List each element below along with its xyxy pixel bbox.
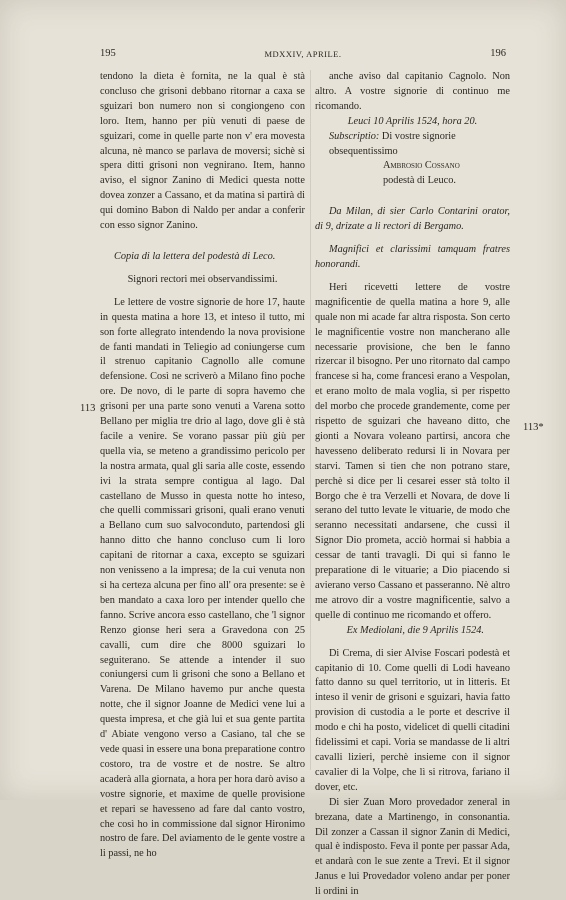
- subscription-line-2: podestà di Leuco.: [383, 175, 456, 187]
- letter-salutation: Signori rectori mei observandissimi.: [127, 273, 278, 285]
- left-column: [100, 70, 305, 862]
- place-date-mediolani: Ex Mediolani, die 9 Aprilis 1524.: [346, 624, 484, 636]
- letter-continuation: anche aviso dal capitanio Cagnolo. Non altro. A vostre signorie di continuo me ricomando.: [315, 71, 510, 112]
- heading-milan: Da Milan, di sier Carlo Contarini orator, di 9, drizate a li rectori di Bergamo.: [315, 206, 510, 233]
- left-top-paragraph: tendono la dieta è fornita, ne la qual è stà concluso che grisoni debbano ritornar a caxa se sguizari bon numero non si congiongeno con loro. Item, hanno per più venuti di paese de sguizari, come in quelle parte non v' era movesta alcuna, nè manco se parlava de moversi; sichè si spera ditti grisoni non vegnirano. Item, hanno aviso, el signor Zanino di Medici questa notte dovea zonzer a Cassano, et da matina si partirà di qui domino Babon di Naldo per andar a conferir con esso signor Zanino.: [100, 71, 305, 232]
- page-number-left: 195: [100, 48, 116, 59]
- subscription-name: Ambrosio Cossano: [383, 160, 460, 172]
- subscription-label: Subscriptio:: [329, 130, 380, 142]
- column-divider: [310, 70, 311, 770]
- subscription-line-1: Di vostre signorie obsequentissimo: [329, 130, 456, 157]
- entry-moro: Di sier Zuan Moro provedador zeneral in brezana, date a Martinengo, in consonantia. Dil zonzer a Cassan il signor Zanin di Medici, qual è indisposto. Feva il ponte per passar Ada, et andarà con le sue zente a Trevi. Et il signor Janus e lui Provedador voleno andar per poner li ordini in: [315, 796, 510, 898]
- subscription-block: [315, 130, 510, 160]
- entry-crema: Di Crema, di sier Alvise Foscari podestà et capitanio di 10. Come quelli di Lodi haveano fatto danno su quel territorio, ut in litteris. Et inteso il venir de grisoni e sguizari, havia fatto provision di custodia a le porte et descrive il modo e chi ha posto, videlicet di quelli citadini fidelissimi et capi. Voria se mandasse de li altri cavalli lizieri, perchè insieme con il signor cavalier di la Volpe, che lì si ritrova, fariano il dover, etc.: [315, 647, 510, 793]
- copy-heading: Copia di la lettera del podestà di Leco.: [114, 250, 276, 262]
- letter-body-milan: Heri ricevetti lettere de vostre magnificentie de quella matina a hore 9, alle quale non mi acade far altra risposta. Son certo le magnificentie vostre non mancherano alle necessarie provisione, che ben le fanno rizercar il bisogno. Per uno ritornato dal campo francese si ha, come francesi erano a Vespolan, et erano molto de mala voglia, sì per rispetto del morbo che procede grandemente, come per rispetto de sguizari che haveano ditto, che gionti a Novara voleano partirsi, ancora che havesseno deliberato redursi li in Novara per starvi. Tamen si tien che non potrano stare, perchè si dice per li cesarei esser stà tolto il Borgo che è tra Verzelli et Novara, de dove li serano del tutto levate le vituarie, de modo che seranno necessitati andarsene, che cussì il Signor Dio prometa, acciò hormai si habbia a cessar de tanti travagli. Di qui si fanno le preparatione di le vituarie; a Dio piacendo si avierano verso Cassano et passeranno. Nè altro me atrovo dir a vostre magnificentie, salvo a quelle di continuo me ricomando et offero.: [315, 281, 511, 621]
- running-title: MDXXIV, APRILE.: [264, 49, 342, 59]
- margin-number-left: 113: [80, 403, 96, 414]
- place-date-leuci: Leuci 10 Aprilis 1524, hora 20.: [347, 115, 478, 127]
- letter-body: Le lettere de vostre signorie de hore 17, haute in questa matina a hore 13, et inteso il tutto, mi son forte allegrato intendendo la nova provisione de fanti mandati in Teliegio ad coniungerse cum il strenuo capitanio Cagnollo alle comune defensione. Così ne scriverò a Milano fino poche ore. De novo, di le parte di sopra havemo che grisoni per una parte sono venuti a Varena sotto Bellano per miglia tre drio al lago, dove gli è stà facile a venire. Se vorano passar più giù per quella via, se meteno a grandissimo pericolo per la nostra armata, qual gli saria alle coste, essendo ivi la strata sempre contigua al lago. Dal castellano de Musso in questa notte ho inteso, che quelli commissari grisoni, quali erano venuti a Bellano cum suo salvoconduto, partendosi gli hanno ditto che hanno concluso cum li loro capitani de ritornar a caxa, excepto se sguizari non venisseno a la impresa; de la cui venuta non si ha certeza alcuna per fino all' ora presente: se è ben mandato a caxa loro per intender quello che fanno. Scrive ancora esso castellano, che 'l signor Renzo gionse heri sera a Gravedona con 25 cavalli, cum dire che 8000 sguizari lo seguiterano. Se attende a intender il suo coniungersi cum li grisoni che sono a Bellano et Varena. De Milano havemo pur anche questa notte, che il signor Joanne de Medici vene lui a questa impresa, et che già lui et sua gente partita d' Abiate vengono verso a Casiano, tal che se vede quasi in essere una bona preparatione contro costoro, tra de vostre et de nostre. Se altro acaderà alla giornata, a hora per hora darò aviso a vostre signorie, et maxime de quelle provisione et repari se havesseno ad fare dal canto vostro, che così ho in commissione dal signor Hironimo nostro de fare. Del aviamento de le gente vostre a li passi, ne ho: [100, 296, 305, 860]
- right-column: [315, 70, 510, 900]
- margin-number-right: 113*: [523, 422, 544, 433]
- page-header: [100, 48, 506, 62]
- salutation-milan: Magnifici et clarissimi tamquam fratres honorandi.: [315, 244, 510, 270]
- page-number-right: 196: [490, 48, 506, 59]
